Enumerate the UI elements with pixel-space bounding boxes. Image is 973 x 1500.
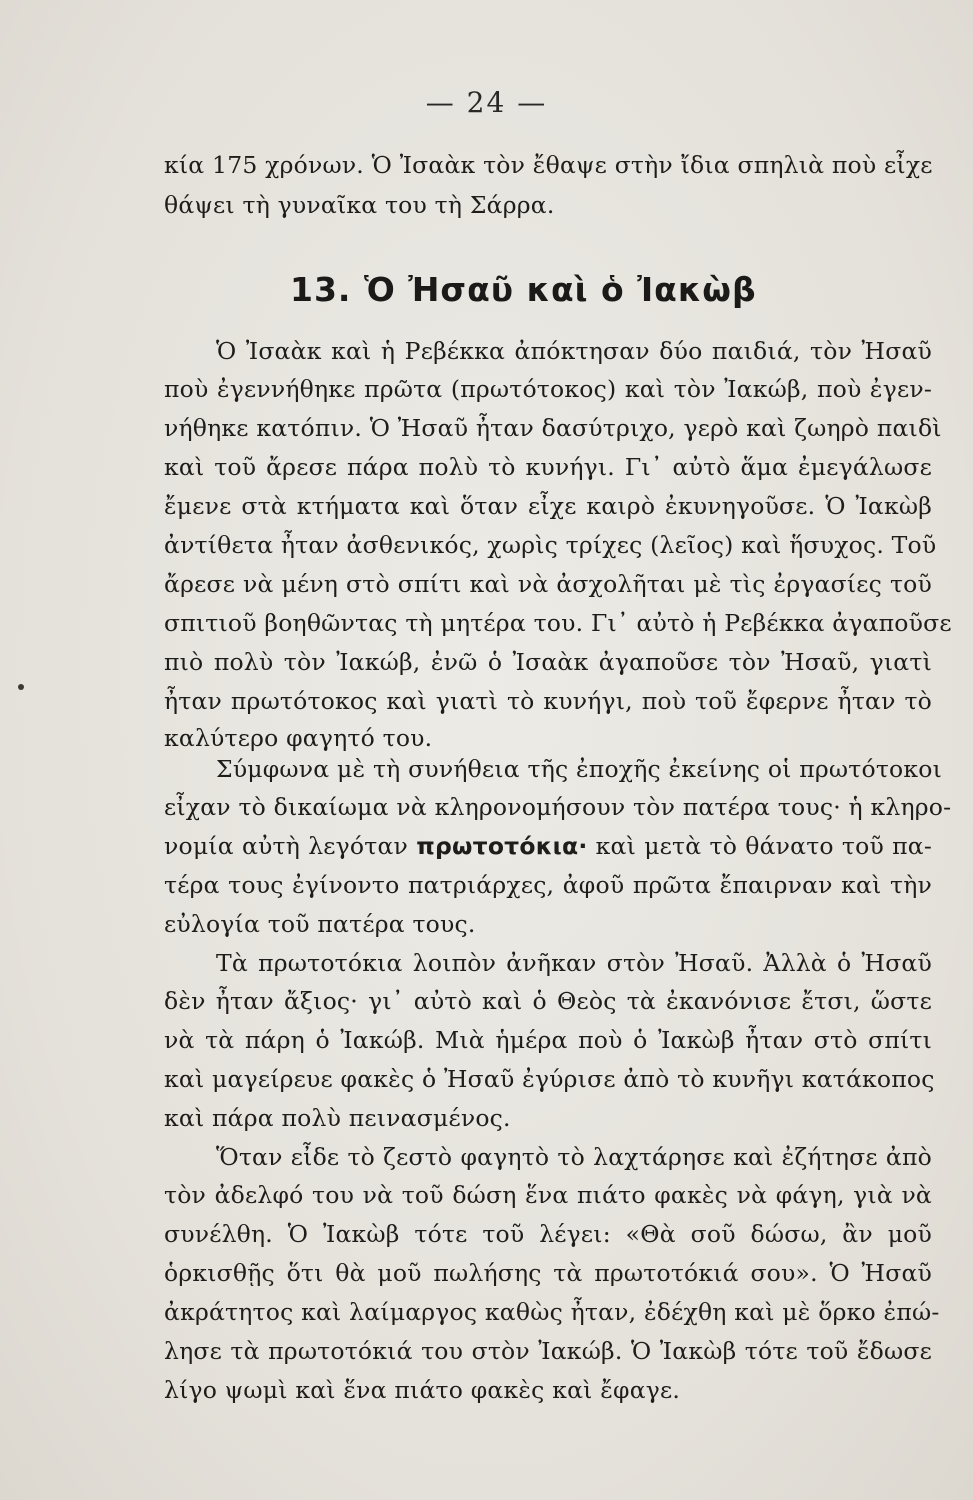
text-line: ἄρεσε νὰ μένη στὸ σπίτι καὶ νὰ ἀσχολῆται μὲ τὶς ἐργασίες τοῦ <box>164 570 932 598</box>
text-line <box>164 829 932 863</box>
text-line: εἶχαν τὸ δικαίωμα νὰ κληρονομήσουν τὸν πατέρα τους· ἡ κληρο- <box>164 793 952 821</box>
text-line: ποὺ ἐγεννήθηκε πρῶτα (πρωτότοκος) καὶ τὸν Ἰακώβ, ποὺ ἐγεν- <box>164 375 932 403</box>
text-run: καὶ μετὰ τὸ θάνατο τοῦ πα- <box>587 832 933 860</box>
text-line: καὶ τοῦ ἄρεσε πάρα πολὺ τὸ κυνήγι. Γι᾿ αὐτὸ ἅμα ἐμεγάλωσε <box>164 453 932 481</box>
text-line: τέρα τους ἐγίνοντο πατριάρχες, ἀφοῦ πρῶτα ἔπαιρναν καὶ τὴν <box>164 871 932 899</box>
text-line: Τὰ πρωτοτόκια λοιπὸν ἀνῆκαν στὸν Ἠσαῦ. Ἀλλὰ ὁ Ἠσαῦ <box>216 949 932 977</box>
text-line: Σύμφωνα μὲ τὴ συνήθεια τῆς ἐποχῆς ἐκείνης οἱ πρωτότοκοι <box>216 755 943 783</box>
text-line: συνέλθη. Ὁ Ἰακὼβ τότε τοῦ λέγει: «Θὰ σοῦ δώσω, ἂν μοῦ <box>164 1220 932 1248</box>
text-line: τὸν ἀδελφό του νὰ τοῦ δώση ἕνα πιάτο φακὲς νὰ φάγη, γιὰ νὰ <box>164 1181 932 1209</box>
text-line: Ὅταν εἶδε τὸ ζεστὸ φαγητὸ τὸ λαχτάρησε καὶ ἐζήτησε ἀπὸ <box>216 1143 932 1171</box>
text-line: Ὁ Ἰσαὰκ καὶ ἡ Ρεβέκκα ἀπόκτησαν δύο παιδιά, τὸν Ἠσαῦ <box>216 337 932 365</box>
bold-term: πρωτοτόκια· <box>416 832 588 860</box>
text-line: εὐλογία τοῦ πατέρα τους. <box>164 910 476 938</box>
text-line: νήθηκε κατόπιν. Ὁ Ἠσαῦ ἦταν δασύτριχο, γερὸ καὶ ζωηρὸ παιδὶ <box>164 414 942 442</box>
text-line: καλύτερο φαγητό του. <box>164 724 433 752</box>
text-line: καὶ μαγείρευε φακὲς ὁ Ἠσαῦ ἐγύρισε ἀπὸ τὸ κυνῆγι κατάκοπος <box>164 1065 935 1093</box>
text-line: δὲν ἦταν ἄξιος· γι᾿ αὐτὸ καὶ ὁ Θεὸς τὰ ἐκανόνισε ἔτσι, ὥστε <box>164 987 932 1015</box>
text-line: σπιτιοῦ βοηθῶντας τὴ μητέρα του. Γι᾿ αὐτὸ ἡ Ρεβέκκα ἀγαποῦσε <box>164 609 952 637</box>
text-line: καὶ πάρα πολὺ πεινασμένος. <box>164 1104 511 1132</box>
text-line: θάψει τὴ γυναῖκα του τὴ Σάρρα. <box>164 191 555 219</box>
text-line: ἔμενε στὰ κτήματα καὶ ὅταν εἶχε καιρὸ ἐκυνηγοῦσε. Ὁ Ἰακὼβ <box>164 492 932 520</box>
text-line: ἀντίθετα ἦταν ἀσθενικός, χωρὶς τρίχες (λεῖος) καὶ ἥσυχος. Τοῦ <box>164 531 937 559</box>
text-line: πιὸ πολὺ τὸν Ἰακώβ, ἐνῶ ὁ Ἰσαὰκ ἀγαποῦσε τὸν Ἠσαῦ, γιατὶ <box>164 648 932 676</box>
text-line: λησε τὰ πρωτοτόκιά του στὸν Ἰακώβ. Ὁ Ἰακὼβ τότε τοῦ ἔδωσε <box>164 1337 932 1365</box>
margin-dot <box>18 684 24 690</box>
page-number: — 24 — <box>425 86 548 119</box>
text-run: νομία αὐτὴ λεγόταν <box>164 832 417 860</box>
text-line: λίγο ψωμὶ καὶ ἕνα πιάτο φακὲς καὶ ἔφαγε. <box>164 1376 681 1404</box>
chapter-heading: 13. Ὁ Ἠσαῦ καὶ ὁ Ἰακὼβ <box>290 270 757 309</box>
text-line: ἦταν πρωτότοκος καὶ γιατὶ τὸ κυνήγι, ποὺ τοῦ ἔφερνε ἦταν τὸ <box>164 687 932 715</box>
text-line: ἀκράτητος καὶ λαίμαργος καθὼς ἦταν, ἐδέχθη καὶ μὲ ὅρκο ἐπώ- <box>164 1298 940 1326</box>
text-line: νὰ τὰ πάρη ὁ Ἰακώβ. Μιὰ ἡμέρα ποὺ ὁ Ἰακὼβ ἦταν στὸ σπίτι <box>164 1026 932 1054</box>
text-line: κία 175 χρόνων. Ὁ Ἰσαὰκ τὸν ἔθαψε στὴν ἴδια σπηλιὰ ποὺ εἶχε <box>164 151 933 179</box>
text-line: ὁρκισθῇς ὅτι θὰ μοῦ πωλήσης τὰ πρωτοτόκιά σου». Ὁ Ἠσαῦ <box>164 1259 932 1287</box>
